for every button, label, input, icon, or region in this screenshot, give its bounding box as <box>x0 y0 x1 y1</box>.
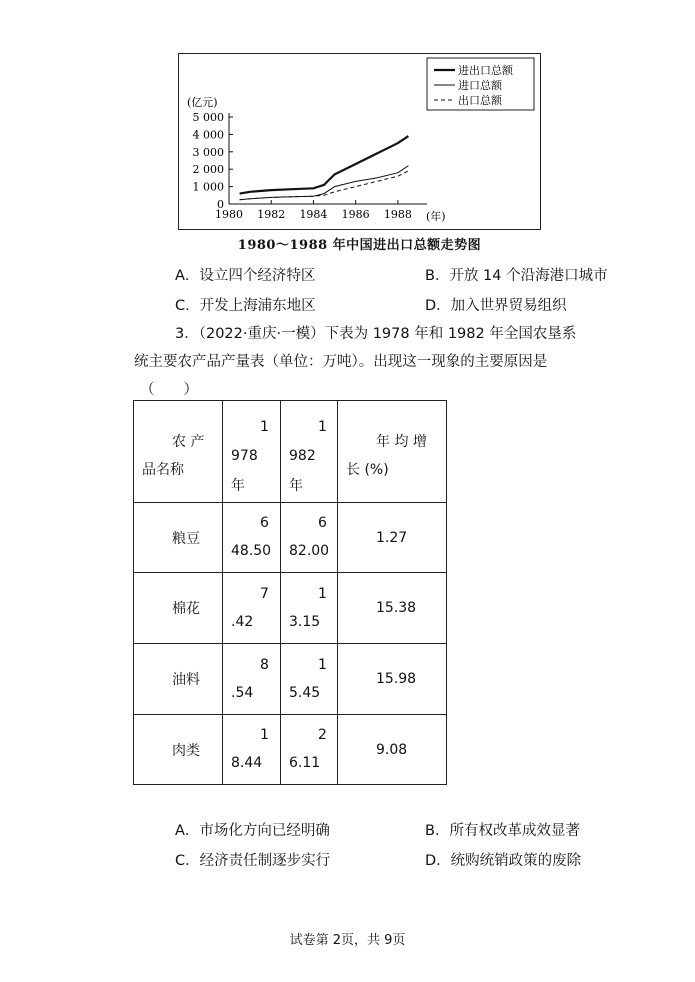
q3-option-c[interactable]: C．经济责任制逐步实行 <box>175 853 331 869</box>
row-1978-cell <box>223 644 281 715</box>
row-1982-part2: 82.00 <box>289 543 330 559</box>
chart-axes <box>193 111 428 221</box>
x-tick-label: 1986 <box>341 208 370 221</box>
row-growth-cell <box>338 715 447 785</box>
q3-stem-line1: 3．（2022·重庆·一模）下表为 1978 年和 1982 年全国农垦系 <box>175 326 577 342</box>
chart-caption: 1980～1988 年中国进出口总额走势图 <box>237 238 482 253</box>
header-1978-cell <box>223 401 281 503</box>
header-growth-cell <box>338 401 447 503</box>
header-product-line1: 农 产 <box>172 434 205 450</box>
row-1978-part2: 8.44 <box>231 755 263 771</box>
row-1978-part2: .42 <box>231 614 254 630</box>
row-growth-cell <box>338 644 447 715</box>
series-line-total <box>240 136 409 194</box>
legend-label-import: 进口总额 <box>458 79 502 92</box>
q3-option-a[interactable]: A．市场化方向已经明确 <box>175 823 330 839</box>
row-name-cell <box>134 573 223 644</box>
q2-option-d[interactable]: D．加入世界贸易组织 <box>425 298 567 314</box>
row-1982-part1: 1 <box>318 657 327 673</box>
table-row <box>134 715 447 785</box>
row-1982-part1: 6 <box>318 515 327 531</box>
y-tick-label: 0 <box>217 198 224 211</box>
row-1978-part2: .54 <box>231 685 254 701</box>
row-name: 粮豆 <box>172 530 200 547</box>
row-name: 油料 <box>172 672 200 688</box>
legend-label-total: 进出口总额 <box>458 64 513 77</box>
row-1978-part1: 1 <box>260 727 269 743</box>
header-growth-line1: 年 均 增 <box>376 434 427 450</box>
row-1982-cell <box>281 573 338 644</box>
row-1978-part1: 8 <box>260 657 269 673</box>
trade-chart <box>178 53 541 230</box>
header-growth-line2: 长 (%) <box>346 462 389 478</box>
x-axis-label: (年) <box>426 210 446 223</box>
x-tick-label: 1980 <box>215 208 243 221</box>
trade-chart-svg <box>179 54 540 229</box>
row-1978-part1: 6 <box>260 515 269 531</box>
row-growth: 15.38 <box>376 600 417 616</box>
q3-option-b[interactable]: B．所有权改革成效显著 <box>425 823 580 839</box>
row-1978-cell <box>223 503 281 573</box>
row-name-cell <box>134 644 223 715</box>
q2-option-c[interactable]: C．开发上海浦东地区 <box>175 298 316 314</box>
table-row <box>134 573 447 644</box>
row-growth-cell <box>338 503 447 573</box>
row-1978-cell <box>223 573 281 644</box>
row-growth: 1.27 <box>376 529 408 546</box>
row-1978-cell <box>223 715 281 785</box>
table-header-row <box>134 401 447 503</box>
q3-stem-line2: 统主要农产品产量表（单位：万吨）。出现这一现象的主要原因是 <box>134 354 548 370</box>
row-1982-part2: 5.45 <box>289 685 321 701</box>
header-1982-cell <box>281 401 338 503</box>
row-1982-cell <box>281 715 338 785</box>
table-row <box>134 503 447 573</box>
q2-option-b[interactable]: B．开放 14 个沿海港口城市 <box>425 268 608 284</box>
row-growth: 9.08 <box>376 741 408 758</box>
q3-stem-line3: （ ） <box>140 382 198 398</box>
header-1982-line1: 1 <box>318 419 327 435</box>
row-growth-cell <box>338 573 447 644</box>
row-1978-part2: 48.50 <box>231 543 272 559</box>
production-table <box>133 400 447 785</box>
row-1982-part1: 2 <box>318 727 327 743</box>
row-1982-cell <box>281 644 338 715</box>
header-1982-line3: 年 <box>289 478 303 494</box>
header-1978-line1: 1 <box>260 419 269 435</box>
row-1982-cell <box>281 503 338 573</box>
q3-option-d[interactable]: D．统购统销政策的废除 <box>425 853 582 869</box>
row-growth: 15.98 <box>376 671 417 687</box>
table-row <box>134 644 447 715</box>
row-1982-part2: 6.11 <box>289 755 321 771</box>
x-tick-label: 1982 <box>257 208 286 221</box>
header-1978-line2: 978 <box>231 448 258 464</box>
legend-label-export: 出口总额 <box>458 94 502 107</box>
y-tick-label: 2 000 <box>192 163 224 177</box>
x-tick-label: 1984 <box>299 208 328 221</box>
row-1982-part1: 1 <box>318 586 327 602</box>
header-1978-line3: 年 <box>231 478 245 494</box>
q2-option-a[interactable]: A．设立四个经济特区 <box>175 268 316 284</box>
y-tick-label: 4 000 <box>192 128 224 142</box>
x-tick-label: 1988 <box>383 208 412 221</box>
y-tick-label: 3 000 <box>192 145 224 159</box>
y-tick-label: 5 000 <box>192 111 224 124</box>
header-product-line2: 品名称 <box>142 462 184 478</box>
row-name-cell <box>134 503 223 573</box>
page-footer: 试卷第 2页，共 9页 <box>289 933 406 948</box>
header-1982-line2: 982 <box>289 448 316 464</box>
row-1982-part2: 3.15 <box>289 614 321 630</box>
row-name: 棉花 <box>172 601 200 617</box>
chart-series <box>240 136 409 200</box>
chart-legend <box>427 58 534 110</box>
header-product-cell <box>134 401 223 503</box>
row-name: 肉类 <box>172 742 200 759</box>
y-axis-label: (亿元) <box>187 96 218 109</box>
row-1978-part1: 7 <box>260 586 269 602</box>
series-line-import <box>240 166 409 200</box>
row-name-cell <box>134 715 223 785</box>
y-tick-label: 1 000 <box>192 180 224 194</box>
